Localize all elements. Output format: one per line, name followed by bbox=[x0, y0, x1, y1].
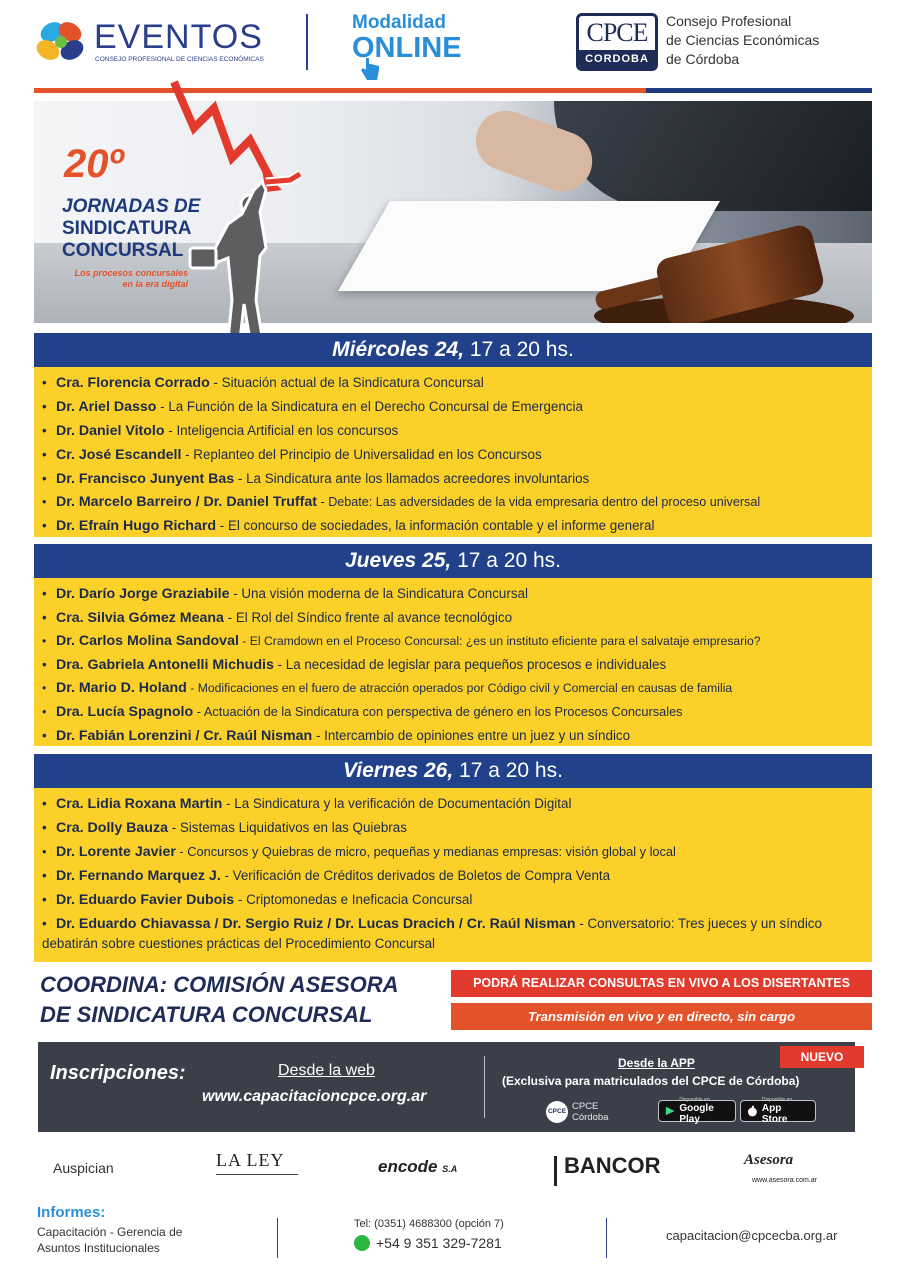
app-registration-note: (Exclusiva para matriculados del CPCE de Córdoba) bbox=[502, 1074, 800, 1088]
informes-department bbox=[37, 1224, 182, 1256]
list-item: • Dr. Francisco Junyent Bas - La Sindicatura ante los llamados acreedores involuntarios bbox=[42, 471, 590, 487]
list-item: • Dr. Efraín Hugo Richard - El concurso de sociedades, la información contable y el informe general bbox=[42, 518, 655, 534]
list-item: • Dra. Gabriela Antonelli Michudis - La necesidad de legislar para pequeños procesos e individuales bbox=[42, 657, 667, 673]
speaker-name: Dr. Eduardo Favier Dubois bbox=[56, 892, 235, 908]
registration-panel bbox=[38, 1042, 855, 1132]
contact-email-link[interactable]: capacitacion@cpcecba.org.ar bbox=[666, 1228, 838, 1243]
cpce-name bbox=[666, 12, 819, 69]
asesora-logo bbox=[744, 1152, 793, 1169]
registration-url-link[interactable]: www.capacitacioncpce.org.ar bbox=[202, 1088, 427, 1105]
coordination-line1: COORDINA: COMISIÓN ASESORA bbox=[40, 972, 399, 997]
event-subtitle-line1: Los procesos concursales bbox=[74, 268, 188, 278]
header-divider bbox=[306, 14, 308, 70]
list-item: • Dr. Darío Jorge Graziabile - Una visión moderna de la Sindicatura Concursal bbox=[42, 586, 528, 602]
falling-chart-businessman-icon bbox=[166, 78, 336, 353]
whatsapp-icon bbox=[354, 1235, 370, 1251]
speaker-name: Dra. Gabriela Antonelli Michudis bbox=[56, 657, 274, 673]
day-list-wednesday bbox=[34, 367, 872, 537]
app-store-button[interactable] bbox=[740, 1097, 816, 1125]
encode-name: encode bbox=[378, 1157, 438, 1176]
asesora-url: www.asesora.com.ar bbox=[752, 1177, 817, 1184]
banner-sleeve bbox=[554, 101, 872, 211]
talk-topic: Intercambio de opiniones entre un juez y un síndico bbox=[324, 728, 631, 743]
talk-topic: La Sindicatura ante los llamados acreedores involuntarios bbox=[246, 471, 590, 486]
day-list-thursday bbox=[34, 578, 872, 746]
la-ley-underline bbox=[216, 1174, 298, 1175]
list-item: • Dr. Mario D. Holand - Modificaciones en el fuero de atracción operados por Código civil y Comercial en causas de familia bbox=[42, 680, 733, 696]
speaker-name: Cra. Silvia Gómez Meana bbox=[56, 610, 224, 626]
modalidad-label: Modalidad bbox=[352, 12, 446, 33]
day-header-thursday bbox=[34, 544, 872, 578]
eventos-subtitle: CONSEJO PROFESIONAL DE CIENCIAS ECONÓMICAS bbox=[95, 56, 264, 63]
day-name: Viernes 26, bbox=[343, 759, 454, 782]
encode-sa: S.A bbox=[442, 1164, 458, 1174]
day-list-friday bbox=[34, 788, 872, 962]
event-subtitle-line2: en la era digital bbox=[122, 279, 188, 289]
event-title-line2: SINDICATURA bbox=[62, 218, 192, 239]
speaker-name: Dr. Fabián Lorenzini / Cr. Raúl Nisman bbox=[56, 728, 313, 744]
speaker-name: Dr. Francisco Junyent Bas bbox=[56, 471, 235, 487]
cpce-app-icon: CPCE bbox=[546, 1101, 568, 1123]
speaker-name: Dr. Ariel Dasso bbox=[56, 399, 157, 415]
cpce-logo bbox=[576, 13, 658, 71]
list-item: • Cr. José Escandell - Replanteo del Principio de Universalidad en los Concursos bbox=[42, 447, 542, 463]
asesora-name: Asesora bbox=[744, 1152, 794, 1168]
google-play-icon bbox=[665, 1105, 675, 1117]
list-item: • Dr. Eduardo Chiavassa / Dr. Sergio Ruiz / Dr. Lucas Dracich / Cr. Raúl Nisman - Conversatorio: Tres jueces y un síndico debatirán sobre cuestiones prácticas del Procedimiento Concursal bbox=[42, 916, 822, 951]
talk-topic: El Rol del Síndico frente al avance tecnológico bbox=[235, 610, 513, 625]
live-questions-banner: PODRÁ REALIZAR CONSULTAS EN VIVO A LOS DISERTANTES bbox=[451, 970, 872, 997]
talk-topic: La Sindicatura y la verificación de Documentación Digital bbox=[234, 796, 572, 811]
speaker-name: Dr. Carlos Molina Sandoval bbox=[56, 633, 239, 649]
app-registration-title: Desde la APP bbox=[618, 1056, 695, 1070]
informes-line1: Capacitación - Gerencia de bbox=[37, 1225, 183, 1239]
list-item: • Dr. Eduardo Favier Dubois - Criptomonedas e Ineficacia Concursal bbox=[42, 892, 473, 908]
talk-topic: Conversatorio: Tres jueces y un síndico debatirán sobre cuestiones prácticas del Procedimiento Concursal bbox=[42, 916, 822, 951]
header bbox=[0, 0, 905, 90]
talk-topic: Actuación de la Sindicatura con perspectiva de género en los Procesos Concursales bbox=[203, 704, 683, 719]
eventos-logo bbox=[32, 12, 272, 72]
web-registration-title: Desde la web bbox=[278, 1062, 375, 1079]
list-item: • Dr. Fernando Marquez J. - Verificación de Créditos derivados de Boletos de Compra Venta bbox=[42, 868, 611, 884]
whatsapp-contact[interactable] bbox=[354, 1235, 502, 1251]
list-item: • Dr. Lorente Javier - Concursos y Quiebras de micro, pequeñas y medianas empresas: visión global y local bbox=[42, 844, 676, 860]
google-play-button[interactable] bbox=[658, 1097, 736, 1125]
cpce-logo-top: CPCE bbox=[586, 18, 648, 47]
speaker-name: Dr. Lorente Javier bbox=[56, 844, 176, 860]
speaker-name: Cra. Lidia Roxana Martin bbox=[56, 796, 223, 812]
speaker-name: Dr. Darío Jorge Graziabile bbox=[56, 586, 230, 602]
list-item: • Dra. Lucía Spagnolo - Actuación de la Sindicatura con perspectiva de género en los Procesos Concursales bbox=[42, 704, 683, 720]
talk-topic: Criptomonedas e Ineficacia Concursal bbox=[246, 892, 473, 907]
list-item: • Dr. Ariel Dasso - La Función de la Sindicatura en el Derecho Concursal de Emergencia bbox=[42, 399, 583, 415]
google-play-small: Disponible en bbox=[679, 1097, 710, 1103]
talk-topic: Situación actual de la Sindicatura Concursal bbox=[221, 375, 484, 390]
speaker-name: Dr. Marcelo Barreiro / Dr. Daniel Truffat bbox=[56, 494, 317, 510]
speaker-name: Dra. Lucía Spagnolo bbox=[56, 704, 194, 720]
whatsapp-number: +54 9 351 329-7281 bbox=[376, 1235, 502, 1251]
talk-topic: La necesidad de legislar para pequeños procesos e individuales bbox=[285, 657, 667, 672]
cpce-app-line2: Córdoba bbox=[572, 1112, 609, 1123]
talk-topic: El concurso de sociedades, la información contable y el informe general bbox=[227, 518, 655, 533]
header-color-line bbox=[34, 88, 872, 93]
phone-number: Tel: (0351) 4688300 (opción 7) bbox=[354, 1218, 504, 1230]
google-play-label: Google Play bbox=[679, 1103, 714, 1125]
event-title-line3: CONCURSAL bbox=[62, 240, 184, 261]
day-time: 17 a 20 hs. bbox=[457, 549, 562, 572]
cpce-name-line2: de Ciencias Económicas bbox=[666, 32, 820, 48]
registration-divider bbox=[484, 1056, 485, 1118]
modalidad-online bbox=[352, 12, 492, 72]
list-item: • Cra. Dolly Bauza - Sistemas Liquidativos en las Quiebras bbox=[42, 820, 407, 836]
cpce-app-line1: CPCE bbox=[572, 1101, 599, 1112]
speaker-name: Dr. Fernando Marquez J. bbox=[56, 868, 221, 884]
encode-logo bbox=[378, 1157, 457, 1177]
day-time: 17 a 20 hs. bbox=[469, 338, 574, 361]
list-item: • Dr. Marcelo Barreiro / Dr. Daniel Truffat - Debate: Las adversidades de la vida empresaria dentro del proceso universal bbox=[42, 494, 761, 510]
bancor-name: BANCOR bbox=[564, 1153, 661, 1178]
speaker-name: Cr. José Escandell bbox=[56, 447, 182, 463]
day-header-wednesday bbox=[34, 333, 872, 367]
talk-topic: El Cramdown en el Proceso Concursal: ¿es un instituto eficiente para el salvataje empresario? bbox=[249, 634, 761, 648]
registration-label: Inscripciones: bbox=[50, 1062, 186, 1084]
day-name: Jueves 25, bbox=[344, 549, 452, 572]
speaker-name: Dr. Mario D. Holand bbox=[56, 680, 187, 696]
cpce-name-line1: Consejo Profesional bbox=[666, 13, 792, 29]
talk-topic: Modificaciones en el fuero de atracción operados por Código civil y Comercial en causas de familia bbox=[197, 681, 733, 695]
cpce-name-line3: de Córdoba bbox=[666, 51, 740, 67]
talk-topic: Una visión moderna de la Sindicatura Concursal bbox=[241, 586, 528, 601]
speaker-name: Dr. Eduardo Chiavassa / Dr. Sergio Ruiz / Dr. Lucas Dracich / Cr. Raúl Nisman bbox=[56, 916, 576, 932]
day-header-friday bbox=[34, 754, 872, 788]
footer-divider bbox=[606, 1218, 607, 1258]
hand-cursor-icon bbox=[358, 56, 382, 82]
informes-line2: Asuntos Institucionales bbox=[37, 1241, 160, 1255]
talk-topic: La Función de la Sindicatura en el Derecho Concursal de Emergencia bbox=[168, 399, 583, 414]
online-label: ONLINE bbox=[352, 32, 462, 64]
app-store-label: App Store bbox=[761, 1103, 788, 1125]
speaker-name: Dr. Daniel Vitolo bbox=[56, 423, 165, 439]
new-badge: NUEVO bbox=[780, 1046, 864, 1068]
eventos-flower-icon bbox=[32, 16, 90, 68]
list-item: • Dr. Carlos Molina Sandoval - El Cramdown en el Proceso Concursal: ¿es un instituto eficiente para el salvataje empresario? bbox=[42, 633, 761, 649]
talk-topic: Inteligencia Artificial en los concursos bbox=[176, 423, 399, 438]
bancor-logo bbox=[556, 1153, 661, 1179]
coordination-line2: DE SINDICATURA CONCURSAL bbox=[40, 1002, 373, 1027]
talk-topic: Verificación de Créditos derivados de Boletos de Compra Venta bbox=[232, 868, 611, 883]
day-time: 17 a 20 hs. bbox=[459, 759, 563, 782]
speaker-name: Cra. Dolly Bauza bbox=[56, 820, 168, 836]
app-store-small: Disponible en bbox=[761, 1097, 793, 1103]
event-edition: 20º bbox=[64, 142, 124, 186]
list-item: • Cra. Florencia Corrado - Situación actual de la Sindicatura Concursal bbox=[42, 375, 484, 391]
talk-topic: Replanteo del Principio de Universalidad en los Concursos bbox=[193, 447, 542, 462]
speaker-name: Cra. Florencia Corrado bbox=[56, 375, 210, 391]
event-title-line1: JORNADAS DE bbox=[62, 196, 201, 217]
cpce-logo-bottom: CORDOBA bbox=[579, 50, 655, 68]
la-ley-logo: LA LEY bbox=[216, 1150, 285, 1170]
list-item: • Dr. Daniel Vitolo - Inteligencia Artificial en los concursos bbox=[42, 423, 399, 439]
day-name: Miércoles 24, bbox=[332, 338, 465, 361]
cpce-app-link[interactable] bbox=[546, 1099, 608, 1125]
live-stream-banner: Transmisión en vivo y en directo, sin cargo bbox=[451, 1003, 872, 1030]
eventos-title: EVENTOS bbox=[94, 18, 263, 56]
list-item: • Cra. Silvia Gómez Meana - El Rol del Síndico frente al avance tecnológico bbox=[42, 610, 513, 626]
talk-topic: Concursos y Quiebras de micro, pequeñas y medianas empresas: visión global y local bbox=[187, 844, 676, 859]
list-item: • Dr. Fabián Lorenzini / Cr. Raúl Nisman - Intercambio de opiniones entre un juez y un síndico bbox=[42, 728, 631, 744]
footer-divider bbox=[277, 1218, 278, 1258]
speaker-name: Dr. Efraín Hugo Richard bbox=[56, 518, 217, 534]
sponsors-label: Auspician bbox=[53, 1160, 114, 1176]
talk-topic: Sistemas Liquidativos en las Quiebras bbox=[179, 820, 407, 835]
list-item: • Cra. Lidia Roxana Martin - La Sindicatura y la verificación de Documentación Digital bbox=[42, 796, 572, 812]
coordination-title bbox=[40, 970, 399, 1030]
informes-title: Informes: bbox=[37, 1204, 106, 1221]
talk-topic: Debate: Las adversidades de la vida empresaria dentro del proceso universal bbox=[328, 495, 761, 509]
apple-icon bbox=[747, 1105, 758, 1117]
